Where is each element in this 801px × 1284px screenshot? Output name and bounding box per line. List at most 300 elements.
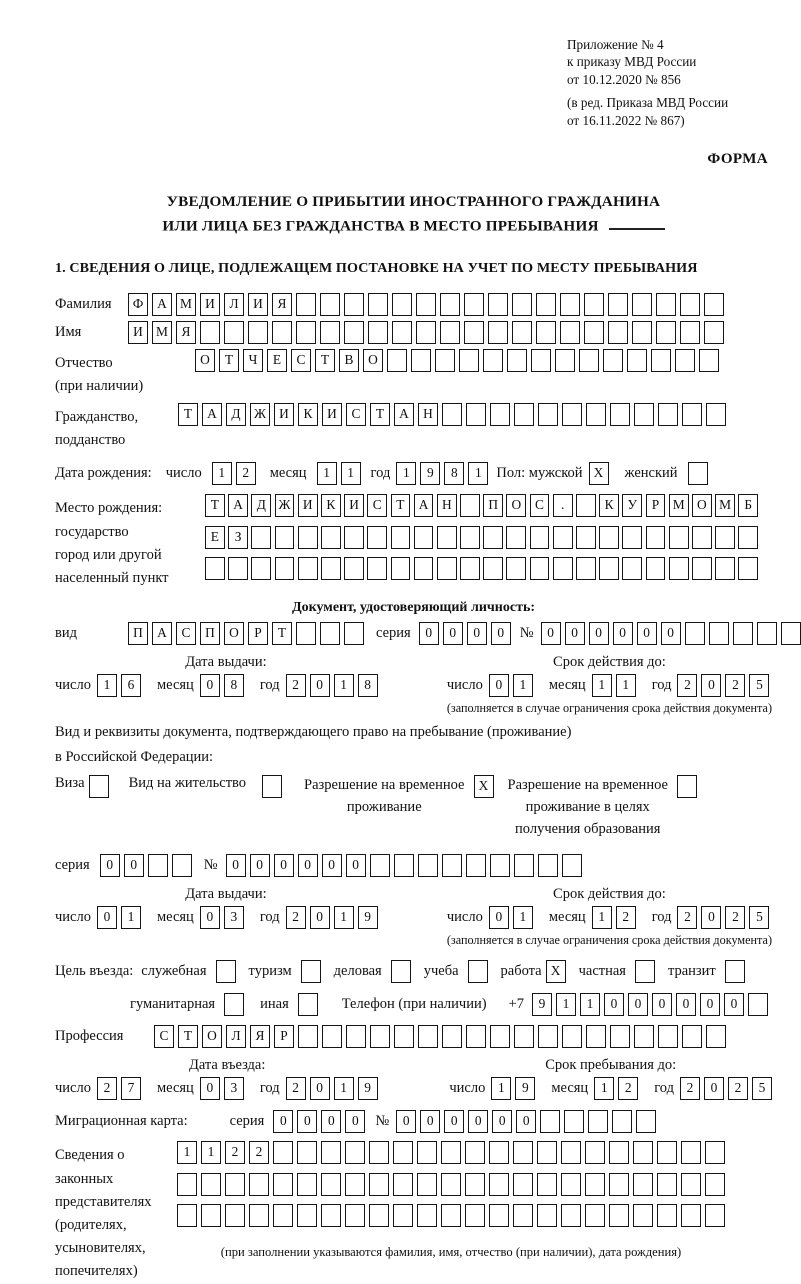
- representatives-row3-cell[interactable]: [441, 1204, 461, 1227]
- citizenship-cell[interactable]: Т: [370, 403, 390, 426]
- residence-expiry-year-cell[interactable]: 5: [749, 906, 769, 929]
- patronymic-cell[interactable]: [579, 349, 599, 372]
- profession-cell[interactable]: [346, 1025, 366, 1048]
- birth-place-row1-cell[interactable]: .: [553, 494, 573, 517]
- patronymic-cell[interactable]: О: [195, 349, 215, 372]
- patronymic-cell[interactable]: Е: [267, 349, 287, 372]
- birth-place-row3-cell[interactable]: [205, 557, 225, 580]
- identity-doc-number-cell[interactable]: [757, 622, 777, 645]
- profession-cell[interactable]: Р: [274, 1025, 294, 1048]
- citizenship-cell[interactable]: [610, 403, 630, 426]
- surname-cell[interactable]: Я: [272, 293, 292, 316]
- profession-cell[interactable]: [490, 1025, 510, 1048]
- birth-place-row3-cell[interactable]: [228, 557, 248, 580]
- birth-place-row2-cell[interactable]: [251, 526, 271, 549]
- residence-number-cell[interactable]: [418, 854, 438, 877]
- representatives-row3-cell[interactable]: [489, 1204, 509, 1227]
- representatives-row1-cell[interactable]: [657, 1141, 677, 1164]
- identity-doc-kind-cell[interactable]: П: [128, 622, 148, 645]
- surname-cell[interactable]: И: [248, 293, 268, 316]
- representatives-row3-cell[interactable]: [321, 1204, 341, 1227]
- birth-place-row2-cell[interactable]: [715, 526, 735, 549]
- identity-doc-kind-cell[interactable]: А: [152, 622, 172, 645]
- birth-place-row1-cell[interactable]: Т: [391, 494, 411, 517]
- profession-cell[interactable]: С: [154, 1025, 174, 1048]
- citizenship-cell[interactable]: [562, 403, 582, 426]
- birth-date-month-cell[interactable]: 1: [317, 462, 337, 485]
- representatives-row3-cell[interactable]: [657, 1204, 677, 1227]
- surname-cell[interactable]: [320, 293, 340, 316]
- purpose-study-checkbox[interactable]: [468, 960, 488, 983]
- representatives-row2-cell[interactable]: [633, 1173, 653, 1196]
- phone-cell[interactable]: 9: [532, 993, 552, 1016]
- birth-place-row3-cell[interactable]: [530, 557, 550, 580]
- birth-place-row2-cell[interactable]: [275, 526, 295, 549]
- identity-doc-number-cell[interactable]: 0: [613, 622, 633, 645]
- birth-date-year-cell[interactable]: 9: [420, 462, 440, 485]
- identity-issue-year-cell[interactable]: 0: [310, 674, 330, 697]
- representatives-row2-cell[interactable]: [369, 1173, 389, 1196]
- visa-checkbox[interactable]: [89, 775, 109, 798]
- given-name-cell[interactable]: [296, 321, 316, 344]
- given-name-cell[interactable]: [512, 321, 532, 344]
- representatives-row2-cell[interactable]: [417, 1173, 437, 1196]
- residence-issue-day-cell[interactable]: 1: [121, 906, 141, 929]
- patronymic-cell[interactable]: В: [339, 349, 359, 372]
- birth-place-row2-cell[interactable]: [506, 526, 526, 549]
- citizenship-cell[interactable]: [634, 403, 654, 426]
- surname-cell[interactable]: [488, 293, 508, 316]
- birth-place-row1-cell[interactable]: А: [414, 494, 434, 517]
- identity-issue-month-cell[interactable]: 8: [224, 674, 244, 697]
- birth-place-row3-cell[interactable]: [391, 557, 411, 580]
- residence-number-cell[interactable]: [394, 854, 414, 877]
- identity-doc-number-cell[interactable]: [709, 622, 729, 645]
- citizenship-cell[interactable]: [538, 403, 558, 426]
- migration-series-cell[interactable]: 0: [345, 1110, 365, 1133]
- birth-place-row2-cell[interactable]: [437, 526, 457, 549]
- stay-year-cell[interactable]: 2: [680, 1077, 700, 1100]
- surname-cell[interactable]: [296, 293, 316, 316]
- representatives-row3-cell[interactable]: [345, 1204, 365, 1227]
- patronymic-cell[interactable]: [483, 349, 503, 372]
- residence-series-cell[interactable]: [148, 854, 168, 877]
- birth-place-row2-cell[interactable]: [321, 526, 341, 549]
- identity-doc-number-cell[interactable]: [685, 622, 705, 645]
- residence-issue-year-cell[interactable]: 2: [286, 906, 306, 929]
- representatives-row1-cell[interactable]: [561, 1141, 581, 1164]
- purpose-other-checkbox[interactable]: [298, 993, 318, 1016]
- phone-cell[interactable]: 0: [700, 993, 720, 1016]
- profession-cell[interactable]: [658, 1025, 678, 1048]
- representatives-row3-cell[interactable]: [705, 1204, 725, 1227]
- birth-place-row3-cell[interactable]: [599, 557, 619, 580]
- citizenship-cell[interactable]: И: [274, 403, 294, 426]
- representatives-row1-cell[interactable]: [465, 1141, 485, 1164]
- representatives-row2-cell[interactable]: [249, 1173, 269, 1196]
- patronymic-cell[interactable]: [435, 349, 455, 372]
- birth-place-row1-cell[interactable]: И: [298, 494, 318, 517]
- entry-year-cell[interactable]: 0: [310, 1077, 330, 1100]
- given-name-cell[interactable]: [224, 321, 244, 344]
- surname-cell[interactable]: [464, 293, 484, 316]
- given-name-cell[interactable]: [320, 321, 340, 344]
- birth-place-row2-cell[interactable]: [738, 526, 758, 549]
- identity-doc-kind-cell[interactable]: О: [224, 622, 244, 645]
- purpose-transit-checkbox[interactable]: [725, 960, 745, 983]
- birth-place-row1-cell[interactable]: С: [530, 494, 550, 517]
- citizenship-cell[interactable]: [466, 403, 486, 426]
- residence-issue-year-cell[interactable]: 9: [358, 906, 378, 929]
- birth-place-row3-cell[interactable]: [576, 557, 596, 580]
- patronymic-cell[interactable]: [531, 349, 551, 372]
- identity-doc-number-cell[interactable]: 0: [661, 622, 681, 645]
- stay-day-cell[interactable]: 9: [515, 1077, 535, 1100]
- temp-residence-checkbox[interactable]: X: [474, 775, 494, 798]
- residence-series-cell[interactable]: 0: [100, 854, 120, 877]
- profession-cell[interactable]: [394, 1025, 414, 1048]
- birth-place-row3-cell[interactable]: [669, 557, 689, 580]
- residence-number-cell[interactable]: 0: [226, 854, 246, 877]
- profession-cell[interactable]: [706, 1025, 726, 1048]
- birth-place-row3-cell[interactable]: [715, 557, 735, 580]
- residence-number-cell[interactable]: [562, 854, 582, 877]
- profession-cell[interactable]: [298, 1025, 318, 1048]
- representatives-row2-cell[interactable]: [489, 1173, 509, 1196]
- patronymic-cell[interactable]: [459, 349, 479, 372]
- representatives-row2-cell[interactable]: [513, 1173, 533, 1196]
- surname-cell[interactable]: [704, 293, 724, 316]
- birth-place-row3-cell[interactable]: [251, 557, 271, 580]
- birth-date-day-cell[interactable]: 1: [212, 462, 232, 485]
- phone-cell[interactable]: [748, 993, 768, 1016]
- surname-cell[interactable]: [680, 293, 700, 316]
- residence-expiry-year-cell[interactable]: 0: [701, 906, 721, 929]
- birth-place-row2-cell[interactable]: Е: [205, 526, 225, 549]
- representatives-row1-cell[interactable]: [513, 1141, 533, 1164]
- sex-female-checkbox[interactable]: [688, 462, 708, 485]
- birth-place-row1-cell[interactable]: [576, 494, 596, 517]
- stay-month-cell[interactable]: 2: [618, 1077, 638, 1100]
- identity-doc-series-cell[interactable]: 0: [491, 622, 511, 645]
- residence-expiry-month-cell[interactable]: 2: [616, 906, 636, 929]
- purpose-business-checkbox[interactable]: [391, 960, 411, 983]
- given-name-cell[interactable]: [704, 321, 724, 344]
- representatives-row3-cell[interactable]: [177, 1204, 197, 1227]
- profession-cell[interactable]: [418, 1025, 438, 1048]
- patronymic-cell[interactable]: [387, 349, 407, 372]
- representatives-row2-cell[interactable]: [273, 1173, 293, 1196]
- migration-number-cell[interactable]: 0: [516, 1110, 536, 1133]
- representatives-row3-cell[interactable]: [201, 1204, 221, 1227]
- identity-expiry-year-cell[interactable]: 2: [725, 674, 745, 697]
- profession-cell[interactable]: [322, 1025, 342, 1048]
- representatives-row2-cell[interactable]: [297, 1173, 317, 1196]
- migration-number-cell[interactable]: [636, 1110, 656, 1133]
- birth-place-row1-cell[interactable]: Б: [738, 494, 758, 517]
- sex-male-checkbox[interactable]: X: [589, 462, 609, 485]
- surname-cell[interactable]: [512, 293, 532, 316]
- surname-cell[interactable]: Л: [224, 293, 244, 316]
- surname-cell[interactable]: [656, 293, 676, 316]
- purpose-tourism-checkbox[interactable]: [301, 960, 321, 983]
- residence-issue-day-cell[interactable]: 0: [97, 906, 117, 929]
- phone-cell[interactable]: 0: [652, 993, 672, 1016]
- residence-issue-year-cell[interactable]: 1: [334, 906, 354, 929]
- representatives-row1-cell[interactable]: [681, 1141, 701, 1164]
- migration-number-cell[interactable]: 0: [420, 1110, 440, 1133]
- representatives-row3-cell[interactable]: [609, 1204, 629, 1227]
- given-name-cell[interactable]: [560, 321, 580, 344]
- representatives-row1-cell[interactable]: [345, 1141, 365, 1164]
- birth-place-row1-cell[interactable]: С: [367, 494, 387, 517]
- identity-doc-number-cell[interactable]: [733, 622, 753, 645]
- given-name-cell[interactable]: [584, 321, 604, 344]
- profession-cell[interactable]: Т: [178, 1025, 198, 1048]
- entry-year-cell[interactable]: 2: [286, 1077, 306, 1100]
- given-name-cell[interactable]: [344, 321, 364, 344]
- residence-permit-checkbox[interactable]: [262, 775, 282, 798]
- residence-expiry-day-cell[interactable]: 1: [513, 906, 533, 929]
- birth-place-row3-cell[interactable]: [321, 557, 341, 580]
- representatives-row1-cell[interactable]: 2: [249, 1141, 269, 1164]
- patronymic-cell[interactable]: Ч: [243, 349, 263, 372]
- identity-issue-year-cell[interactable]: 2: [286, 674, 306, 697]
- representatives-row2-cell[interactable]: [657, 1173, 677, 1196]
- identity-doc-series-cell[interactable]: 0: [419, 622, 439, 645]
- entry-day-cell[interactable]: 7: [121, 1077, 141, 1100]
- residence-number-cell[interactable]: 0: [250, 854, 270, 877]
- birth-place-row3-cell[interactable]: [692, 557, 712, 580]
- identity-expiry-year-cell[interactable]: 0: [701, 674, 721, 697]
- identity-doc-kind-cell[interactable]: [344, 622, 364, 645]
- residence-expiry-day-cell[interactable]: 0: [489, 906, 509, 929]
- residence-number-cell[interactable]: [538, 854, 558, 877]
- representatives-row3-cell[interactable]: [681, 1204, 701, 1227]
- entry-month-cell[interactable]: 3: [224, 1077, 244, 1100]
- residence-number-cell[interactable]: [490, 854, 510, 877]
- residence-expiry-month-cell[interactable]: 1: [592, 906, 612, 929]
- given-name-cell[interactable]: [488, 321, 508, 344]
- representatives-row1-cell[interactable]: 1: [177, 1141, 197, 1164]
- given-name-cell[interactable]: [464, 321, 484, 344]
- birth-place-row1-cell[interactable]: Т: [205, 494, 225, 517]
- migration-series-cell[interactable]: 0: [321, 1110, 341, 1133]
- representatives-row3-cell[interactable]: [561, 1204, 581, 1227]
- birth-place-row2-cell[interactable]: [391, 526, 411, 549]
- identity-doc-kind-cell[interactable]: Р: [248, 622, 268, 645]
- birth-place-row2-cell[interactable]: [460, 526, 480, 549]
- identity-doc-kind-cell[interactable]: [296, 622, 316, 645]
- identity-expiry-year-cell[interactable]: 2: [677, 674, 697, 697]
- surname-cell[interactable]: [344, 293, 364, 316]
- surname-cell[interactable]: А: [152, 293, 172, 316]
- identity-doc-number-cell[interactable]: 0: [589, 622, 609, 645]
- residence-number-cell[interactable]: [466, 854, 486, 877]
- stay-year-cell[interactable]: 0: [704, 1077, 724, 1100]
- birth-place-row2-cell[interactable]: [646, 526, 666, 549]
- patronymic-cell[interactable]: [507, 349, 527, 372]
- birth-place-row3-cell[interactable]: [275, 557, 295, 580]
- given-name-cell[interactable]: [416, 321, 436, 344]
- representatives-row1-cell[interactable]: [369, 1141, 389, 1164]
- birth-date-month-cell[interactable]: 1: [341, 462, 361, 485]
- given-name-cell[interactable]: [632, 321, 652, 344]
- given-name-cell[interactable]: Я: [176, 321, 196, 344]
- migration-number-cell[interactable]: 0: [492, 1110, 512, 1133]
- residence-issue-year-cell[interactable]: 0: [310, 906, 330, 929]
- phone-cell[interactable]: 0: [628, 993, 648, 1016]
- birth-place-row2-cell[interactable]: [414, 526, 434, 549]
- representatives-row2-cell[interactable]: [561, 1173, 581, 1196]
- citizenship-cell[interactable]: Т: [178, 403, 198, 426]
- citizenship-cell[interactable]: [706, 403, 726, 426]
- identity-doc-kind-cell[interactable]: Т: [272, 622, 292, 645]
- birth-place-row1-cell[interactable]: М: [715, 494, 735, 517]
- representatives-row1-cell[interactable]: [609, 1141, 629, 1164]
- migration-number-cell[interactable]: 0: [468, 1110, 488, 1133]
- residence-number-cell[interactable]: [442, 854, 462, 877]
- residence-number-cell[interactable]: 0: [298, 854, 318, 877]
- profession-cell[interactable]: [682, 1025, 702, 1048]
- birth-place-row1-cell[interactable]: П: [483, 494, 503, 517]
- identity-issue-day-cell[interactable]: 1: [97, 674, 117, 697]
- stay-year-cell[interactable]: 5: [752, 1077, 772, 1100]
- given-name-cell[interactable]: [272, 321, 292, 344]
- patronymic-cell[interactable]: [627, 349, 647, 372]
- migration-series-cell[interactable]: 0: [273, 1110, 293, 1133]
- birth-place-row1-cell[interactable]: О: [692, 494, 712, 517]
- birth-place-row1-cell[interactable]: О: [506, 494, 526, 517]
- profession-cell[interactable]: [586, 1025, 606, 1048]
- birth-place-row2-cell[interactable]: [692, 526, 712, 549]
- patronymic-cell[interactable]: [603, 349, 623, 372]
- birth-place-row2-cell[interactable]: [367, 526, 387, 549]
- given-name-cell[interactable]: [440, 321, 460, 344]
- profession-cell[interactable]: [538, 1025, 558, 1048]
- birth-place-row2-cell[interactable]: З: [228, 526, 248, 549]
- given-name-cell[interactable]: [392, 321, 412, 344]
- birth-place-row3-cell[interactable]: [298, 557, 318, 580]
- profession-cell[interactable]: [514, 1025, 534, 1048]
- birth-place-row2-cell[interactable]: [530, 526, 550, 549]
- profession-cell[interactable]: Я: [250, 1025, 270, 1048]
- purpose-official-checkbox[interactable]: [216, 960, 236, 983]
- identity-expiry-month-cell[interactable]: 1: [592, 674, 612, 697]
- birth-date-year-cell[interactable]: 8: [444, 462, 464, 485]
- representatives-row1-cell[interactable]: [273, 1141, 293, 1164]
- surname-cell[interactable]: Ф: [128, 293, 148, 316]
- entry-month-cell[interactable]: 0: [200, 1077, 220, 1100]
- representatives-row2-cell[interactable]: [585, 1173, 605, 1196]
- profession-cell[interactable]: [370, 1025, 390, 1048]
- patronymic-cell[interactable]: Т: [219, 349, 239, 372]
- patronymic-cell[interactable]: С: [291, 349, 311, 372]
- residence-number-cell[interactable]: [514, 854, 534, 877]
- birth-place-row2-cell[interactable]: [483, 526, 503, 549]
- identity-expiry-day-cell[interactable]: 0: [489, 674, 509, 697]
- representatives-row1-cell[interactable]: [393, 1141, 413, 1164]
- identity-expiry-year-cell[interactable]: 5: [749, 674, 769, 697]
- representatives-row2-cell[interactable]: [225, 1173, 245, 1196]
- citizenship-cell[interactable]: К: [298, 403, 318, 426]
- birth-place-row3-cell[interactable]: [437, 557, 457, 580]
- phone-cell[interactable]: 1: [556, 993, 576, 1016]
- citizenship-cell[interactable]: С: [346, 403, 366, 426]
- representatives-row3-cell[interactable]: [417, 1204, 437, 1227]
- birth-place-row2-cell[interactable]: [298, 526, 318, 549]
- birth-place-row3-cell[interactable]: [460, 557, 480, 580]
- representatives-row2-cell[interactable]: [321, 1173, 341, 1196]
- identity-issue-day-cell[interactable]: 6: [121, 674, 141, 697]
- given-name-cell[interactable]: [200, 321, 220, 344]
- representatives-row1-cell[interactable]: [705, 1141, 725, 1164]
- birth-place-row2-cell[interactable]: [344, 526, 364, 549]
- migration-number-cell[interactable]: [612, 1110, 632, 1133]
- birth-place-row1-cell[interactable]: Д: [251, 494, 271, 517]
- surname-cell[interactable]: [392, 293, 412, 316]
- birth-place-row3-cell[interactable]: [367, 557, 387, 580]
- purpose-private-checkbox[interactable]: [635, 960, 655, 983]
- surname-cell[interactable]: [560, 293, 580, 316]
- residence-number-cell[interactable]: 0: [346, 854, 366, 877]
- birth-place-row1-cell[interactable]: К: [599, 494, 619, 517]
- identity-doc-kind-cell[interactable]: [320, 622, 340, 645]
- purpose-humanitarian-checkbox[interactable]: [224, 993, 244, 1016]
- identity-issue-year-cell[interactable]: 8: [358, 674, 378, 697]
- representatives-row3-cell[interactable]: [393, 1204, 413, 1227]
- birth-date-year-cell[interactable]: 1: [468, 462, 488, 485]
- birth-place-row3-cell[interactable]: [553, 557, 573, 580]
- representatives-row3-cell[interactable]: [297, 1204, 317, 1227]
- surname-cell[interactable]: [368, 293, 388, 316]
- phone-cell[interactable]: 0: [724, 993, 744, 1016]
- patronymic-cell[interactable]: О: [363, 349, 383, 372]
- citizenship-cell[interactable]: Ж: [250, 403, 270, 426]
- surname-cell[interactable]: И: [200, 293, 220, 316]
- birth-place-row1-cell[interactable]: М: [669, 494, 689, 517]
- migration-number-cell[interactable]: 0: [444, 1110, 464, 1133]
- representatives-row1-cell[interactable]: [489, 1141, 509, 1164]
- birth-place-row1-cell[interactable]: [460, 494, 480, 517]
- patronymic-cell[interactable]: [675, 349, 695, 372]
- representatives-row2-cell[interactable]: [537, 1173, 557, 1196]
- identity-expiry-month-cell[interactable]: 1: [616, 674, 636, 697]
- identity-doc-number-cell[interactable]: 0: [565, 622, 585, 645]
- given-name-cell[interactable]: [536, 321, 556, 344]
- residence-issue-month-cell[interactable]: 0: [200, 906, 220, 929]
- identity-doc-series-cell[interactable]: 0: [443, 622, 463, 645]
- representatives-row2-cell[interactable]: [201, 1173, 221, 1196]
- identity-doc-kind-cell[interactable]: П: [200, 622, 220, 645]
- citizenship-cell[interactable]: [514, 403, 534, 426]
- representatives-row1-cell[interactable]: [585, 1141, 605, 1164]
- citizenship-cell[interactable]: А: [394, 403, 414, 426]
- birth-place-row3-cell[interactable]: [738, 557, 758, 580]
- given-name-cell[interactable]: И: [128, 321, 148, 344]
- representatives-row1-cell[interactable]: [297, 1141, 317, 1164]
- birth-place-row3-cell[interactable]: [344, 557, 364, 580]
- identity-issue-year-cell[interactable]: 1: [334, 674, 354, 697]
- birth-place-row3-cell[interactable]: [483, 557, 503, 580]
- surname-cell[interactable]: [608, 293, 628, 316]
- birth-place-row2-cell[interactable]: [622, 526, 642, 549]
- phone-cell[interactable]: 1: [580, 993, 600, 1016]
- phone-cell[interactable]: 0: [604, 993, 624, 1016]
- entry-year-cell[interactable]: 1: [334, 1077, 354, 1100]
- citizenship-cell[interactable]: [658, 403, 678, 426]
- birth-place-row3-cell[interactable]: [506, 557, 526, 580]
